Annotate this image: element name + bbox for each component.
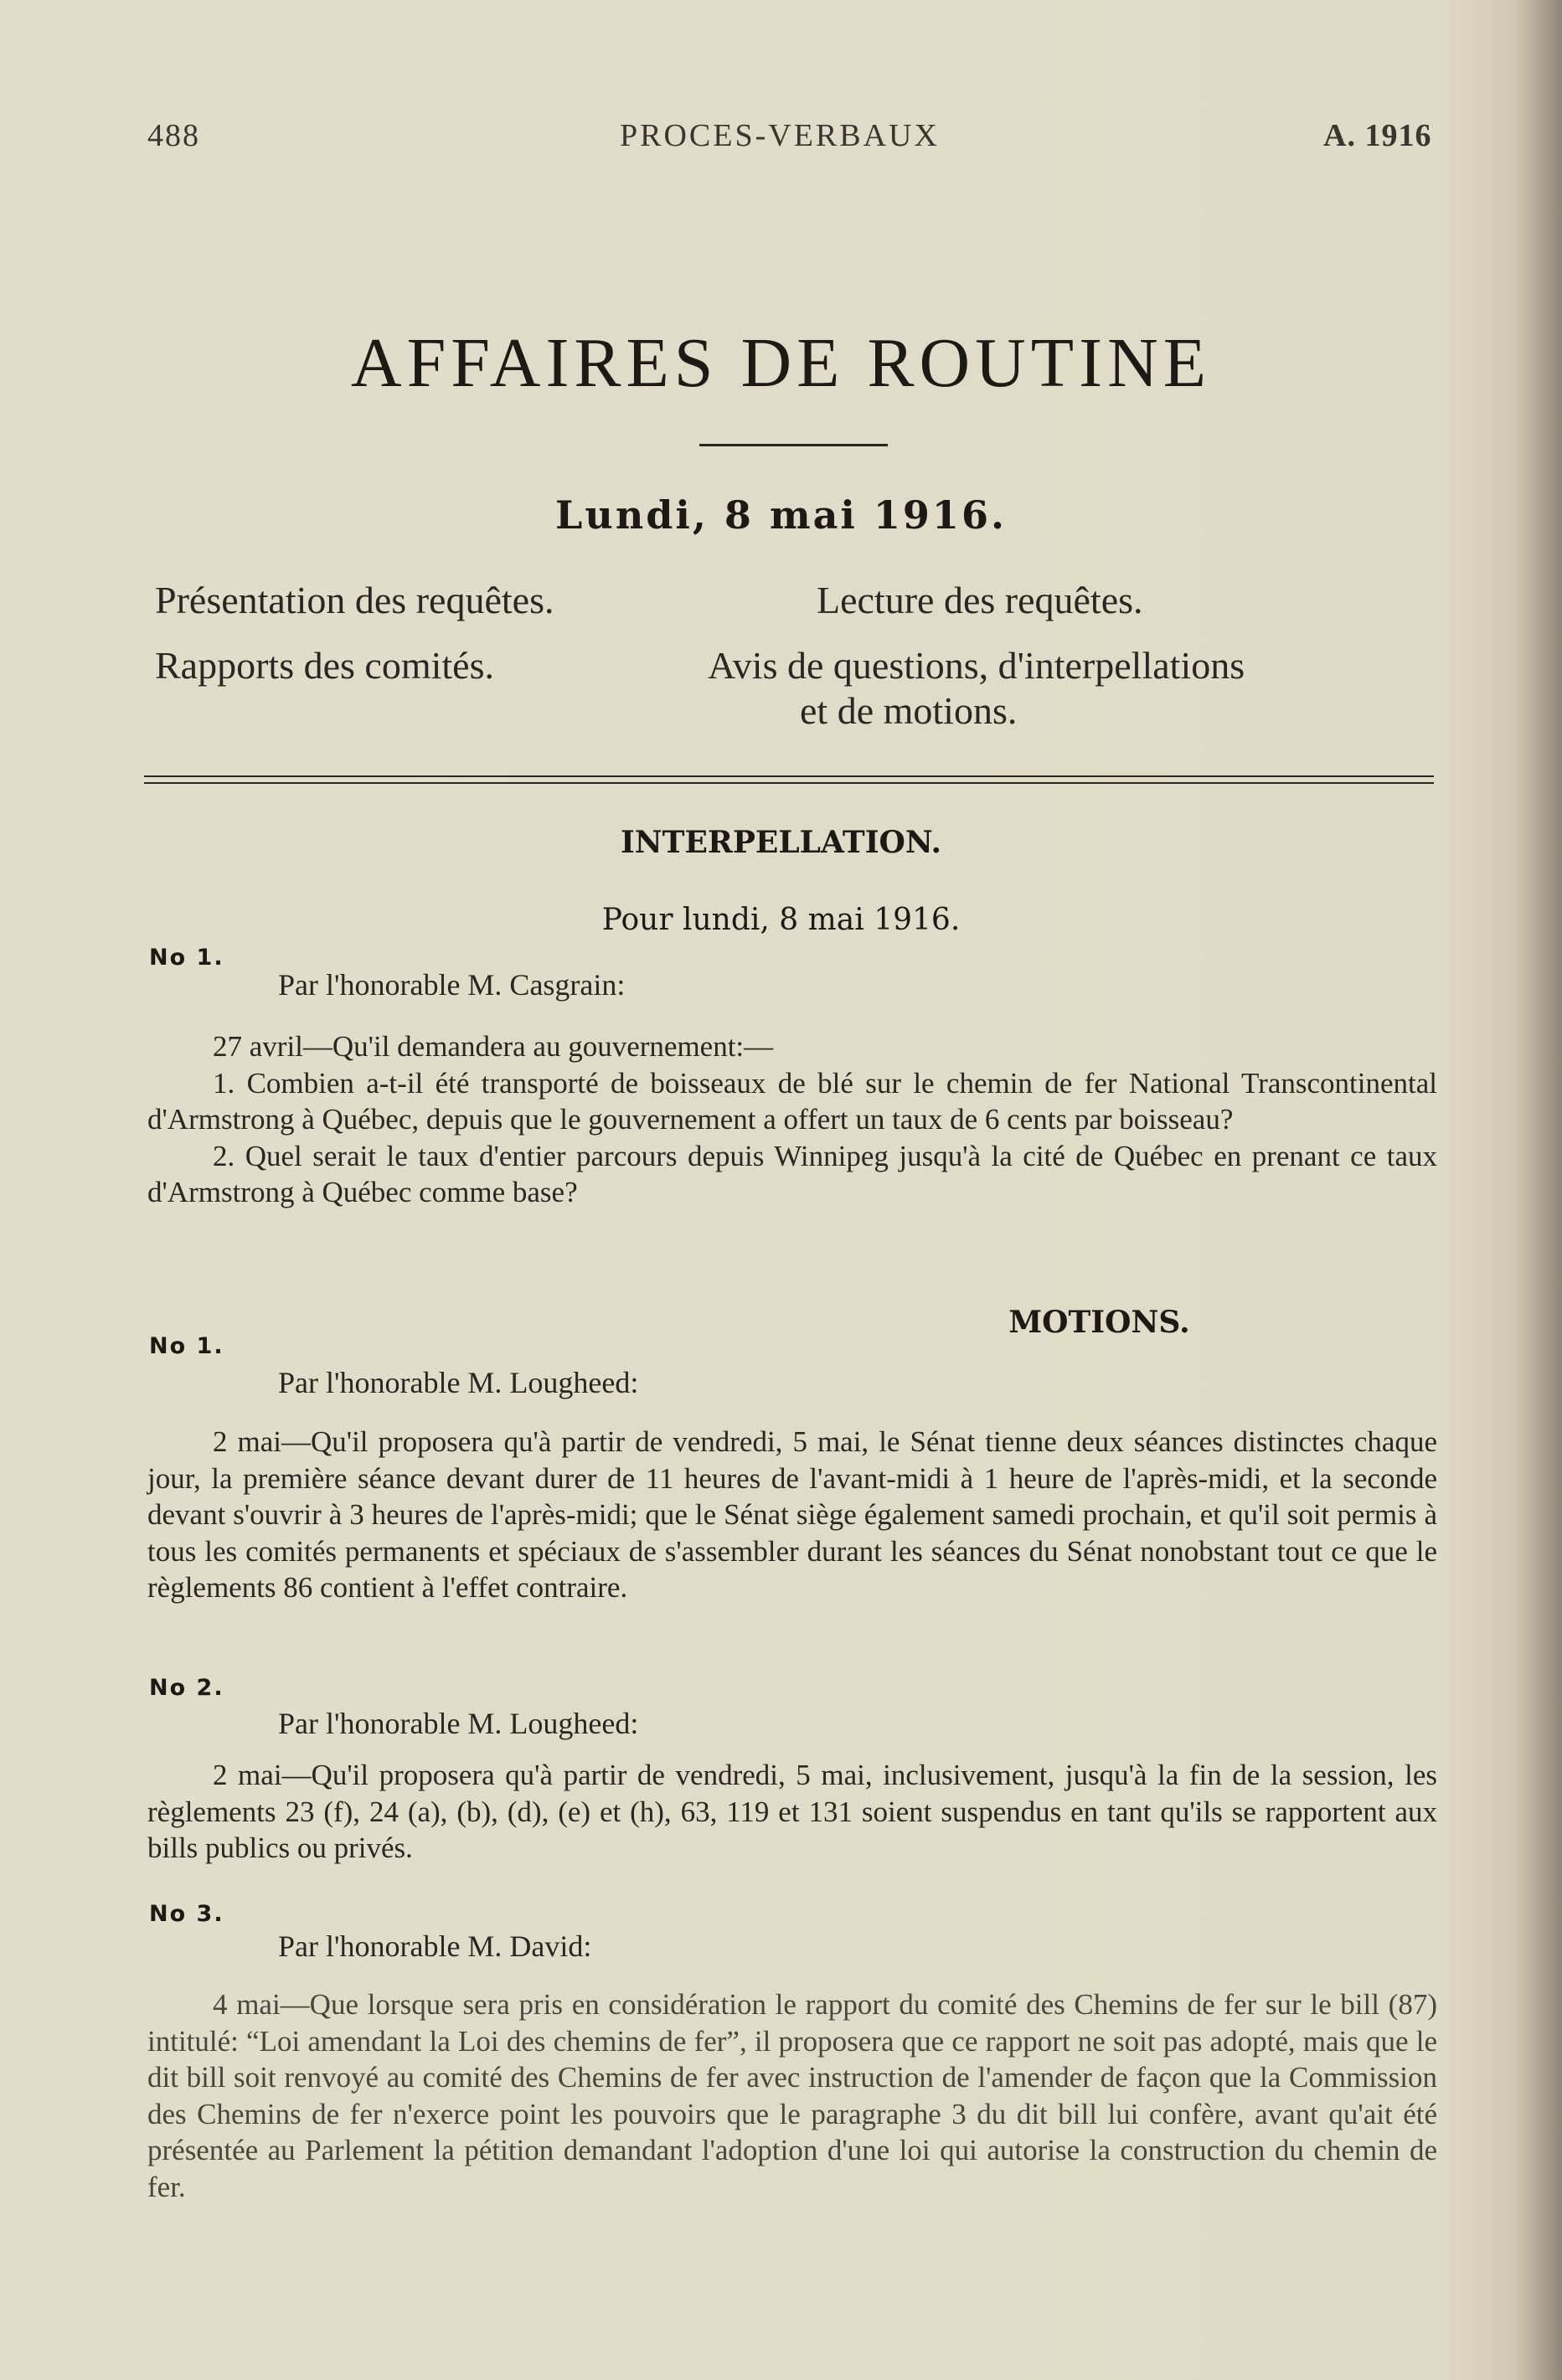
interpellation-number: No 1. bbox=[149, 945, 224, 971]
page-title: AFFAIRES DE ROUTINE bbox=[350, 324, 1212, 402]
motion-text: 2 mai—Qu'il proposera qu'à partir de vendredi, 5 mai, inclusivement, jusqu'à la fin de la session, les règlements 23 (f), 24 (a), (b), (d), (e) et (h), 63, 119 et 131 soient suspendus en tant qu'ils se rapportent aux bills publics ou privés. bbox=[147, 1759, 1437, 1864]
motion-number: No 2. bbox=[149, 1675, 224, 1701]
motion-author: Par l'honorable M. David: bbox=[278, 1929, 592, 1963]
routine-item-avis: Avis de questions, d'interpellations bbox=[708, 644, 1245, 687]
sitting-date: Lundi, 8 mai 1916. bbox=[555, 492, 1007, 538]
routine-item-lecture: Lecture des requêtes. bbox=[817, 579, 1143, 621]
interpellation-body bbox=[147, 1028, 1437, 1211]
section-divider bbox=[144, 775, 1434, 784]
motion-author: Par l'honorable M. Lougheed: bbox=[278, 1366, 639, 1399]
motion-number: No 3. bbox=[149, 1901, 224, 1927]
title-divider bbox=[699, 444, 888, 446]
motion-text: 4 mai—Que lorsque sera pris en considération le rapport du comité des Chemins de fer sur le bill (87) intitulé: “Loi amendant la Loi des chemins de fer”, il proposera que ce rapport ne soit pas adopté, mais que le dit bill soit renvoyé au comité des Chemins de fer avec instruction de l'amender de façon que la Commission des Chemins de fer n'exerce point les pouvoirs que le paragraphe 3 du dit bill lui confère, avant qu'ait été présentée au Parlement la pétition demandant l'adoption d'une loi qui autorise la construction du chemin de fer. bbox=[147, 1988, 1437, 2203]
routine-item-presentation: Présentation des requêtes. bbox=[155, 579, 554, 621]
interpellation-intro: 27 avril—Qu'il demandera au gouvernement:— bbox=[213, 1030, 774, 1063]
interpellation-question-2: 2. Quel serait le taux d'entier parcours depuis Winnipeg jusqu'à la cité de Québec en prenant ce taux d'Armstrong à Québec comme base? bbox=[147, 1139, 1437, 1208]
motion-author: Par l'honorable M. Lougheed: bbox=[278, 1707, 639, 1740]
interpellation-author: Par l'honorable M. Casgrain: bbox=[278, 968, 626, 1002]
motion-text: 2 mai—Qu'il proposera qu'à partir de vendredi, 5 mai, le Sénat tienne deux séances distinctes chaque jour, la première séance devant durer de 11 heures de l'avant-midi à 1 heure de l'après-midi, et la seconde devant s'ouvrir à 3 heures de l'après-midi; que le Sénat siège également samedi prochain, et qu'il soit permis à tous les comités permanents et spéciaux de s'assembler durant les séances du Sénat nonobstant tout ce que le règlements 86 contient à l'effet contraire. bbox=[147, 1425, 1437, 1604]
interpellation-question-1: 1. Combien a-t-il été transporté de boisseaux de blé sur le chemin de fer National Transcontinental d'Armstrong à Québec, depuis que le gouvernement a offert un taux de 6 cents par boisseau? bbox=[147, 1066, 1437, 1136]
routine-item-avis-cont: et de motions. bbox=[800, 689, 1018, 732]
motions-heading: MOTIONS. bbox=[1008, 1305, 1190, 1340]
volume-year: A. 1916 bbox=[1323, 118, 1432, 153]
running-title: PROCES-VERBAUX bbox=[620, 118, 940, 153]
page-number: 488 bbox=[147, 118, 200, 153]
motion-number: No 1. bbox=[149, 1333, 224, 1359]
interpellation-heading: INTERPELLATION. bbox=[620, 825, 942, 860]
routine-item-rapports: Rapports des comités. bbox=[155, 644, 494, 687]
interpellation-date: Pour lundi, 8 mai 1916. bbox=[601, 903, 961, 937]
